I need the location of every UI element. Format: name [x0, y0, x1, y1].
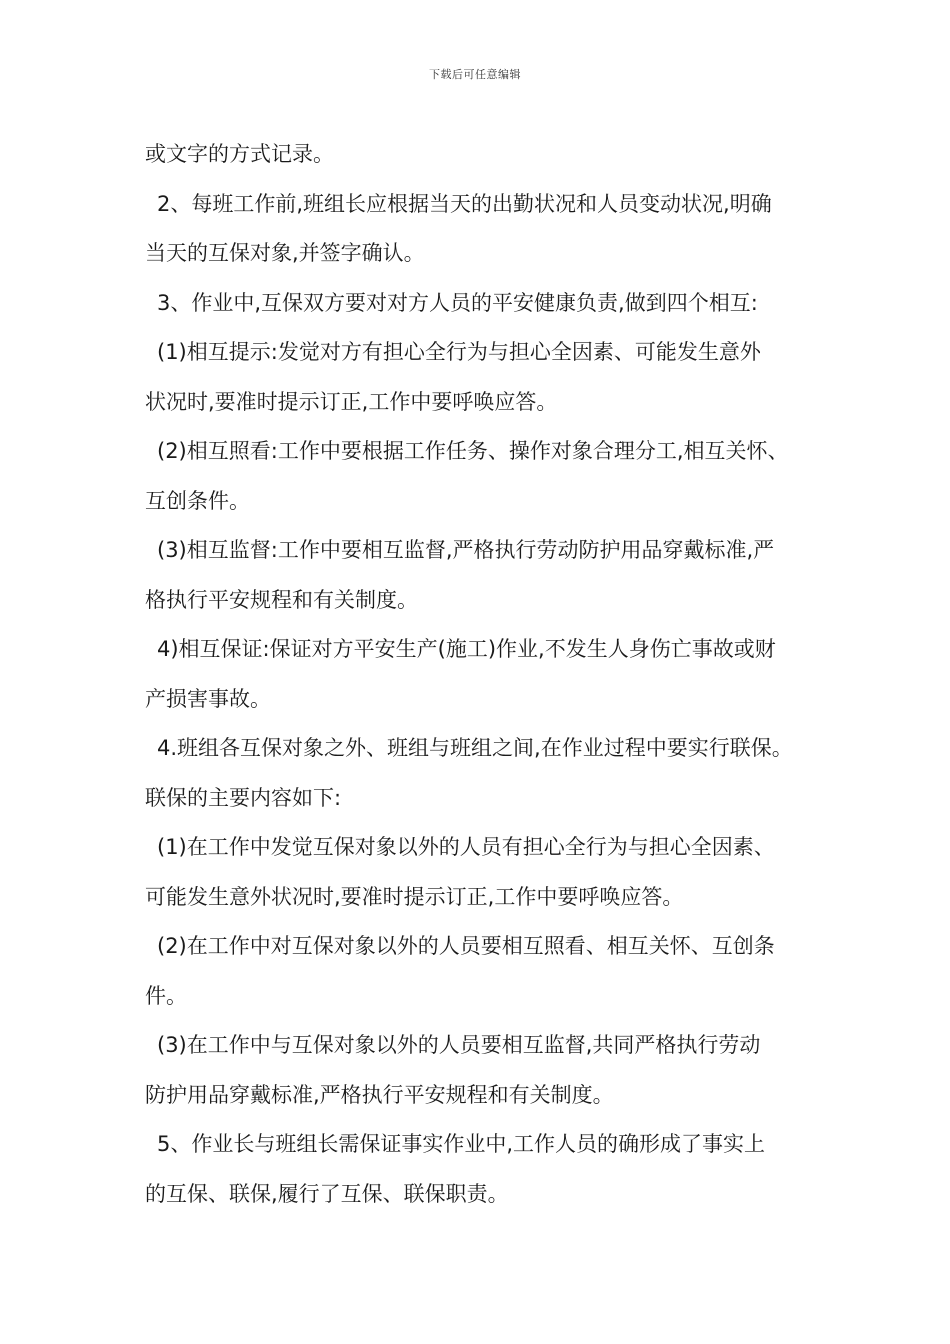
text-line-3: 当天的互保对象,并签字确认。 — [145, 241, 425, 265]
text-line-6: 状况时,要准时提示订正,工作中要呼唤应答。 — [145, 389, 558, 414]
text-line-21: 5、作业长与班组长需保证事实作业中,工作人员的确形成了事实上 — [157, 1132, 766, 1156]
page-header: 下载后可任意编辑 — [429, 68, 521, 81]
text-line-14: 联保的主要内容如下: — [145, 785, 342, 810]
text-line-10: 格执行平安规程和有关制度。 — [145, 587, 418, 612]
text-line-15: (1)在工作中发觉互保对象以外的人员有担心全行为与担心全因素、 — [157, 835, 775, 859]
text-line-13: 4.班组各互保对象之外、班组与班组之间,在作业过程中要实行联保。 — [157, 736, 793, 760]
text-line-18: 件。 — [145, 983, 187, 1008]
document-body — [145, 130, 815, 1219]
text-line-8: 互创条件。 — [145, 488, 250, 513]
text-line-20: 防护用品穿戴标准,严格执行平安规程和有关制度。 — [145, 1082, 614, 1107]
text-line-7: (2)相互照看:工作中要根据工作任务、操作对象合理分工,相互关怀、 — [157, 439, 789, 463]
text-line-16: 可能发生意外状况时,要准时提示订正,工作中要呼唤应答。 — [145, 884, 684, 909]
text-line-11: 4)相互保证:保证对方平安生产(施工)作业,不发生人身伤亡事故或财 — [157, 637, 776, 661]
text-line-12: 产损害事故。 — [145, 686, 271, 711]
text-line-2: 2、每班工作前,班组长应根据当天的出勤状况和人员变动状况,明确 — [157, 191, 772, 216]
text-line-1: 或文字的方式记录。 — [145, 142, 334, 166]
text-line-19: (3)在工作中与互保对象以外的人员要相互监督,共同严格执行劳动 — [157, 1033, 761, 1057]
text-line-22: 的互保、联保,履行了互保、联保职责。 — [145, 1181, 509, 1206]
text-line-9: (3)相互监督:工作中要相互监督,严格执行劳动防护用品穿戴标准,严 — [157, 538, 775, 562]
text-line-5: (1)相互提示:发觉对方有担心全行为与担心全因素、可能发生意外 — [157, 340, 761, 364]
text-line-4: 3、作业中,互保双方要对对方人员的平安健康负责,做到四个相互: — [157, 290, 758, 315]
text-line-17: (2)在工作中对互保对象以外的人员要相互照看、相互关怀、互创条 — [157, 934, 775, 958]
